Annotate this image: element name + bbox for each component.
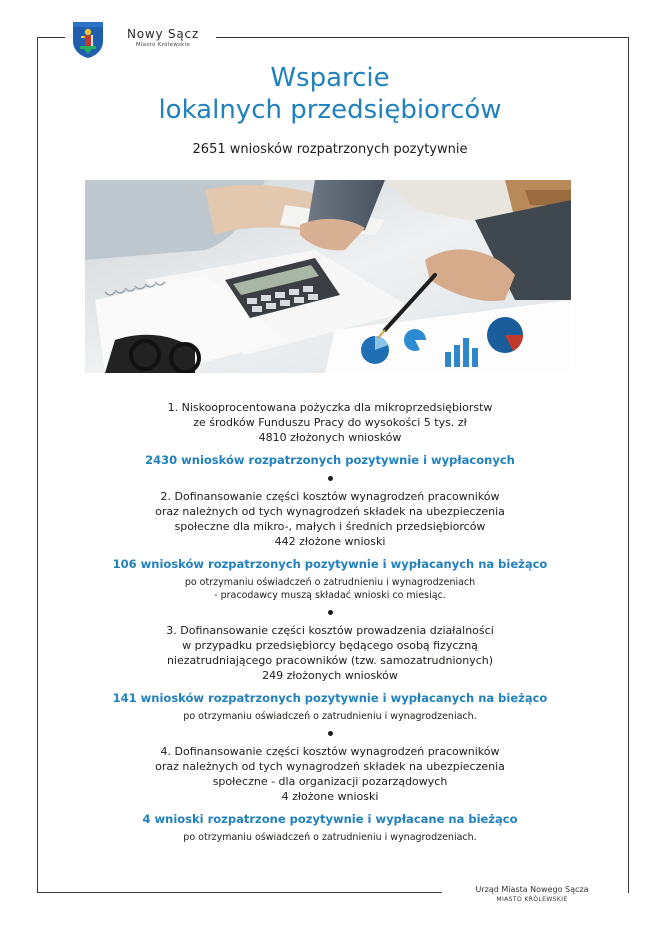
section-1-line-1: 1. Niskooprocentowana pożyczka dla mikroprzedsiębiorstw xyxy=(167,401,493,414)
section-2-highlight: 106 wniosków rozpatrzonych pozytywnie i wypłacanych na bieżąco xyxy=(112,557,548,571)
office-name: Urząd Miasta Nowego Sącza xyxy=(475,885,589,894)
section-1-highlight: 2430 wniosków rozpatrzonych pozytywnie i wypłaconych xyxy=(145,453,515,467)
section-4-line-3: społeczne - dla organizacji pozarządowych xyxy=(212,775,448,788)
section-3-line-4: 249 złożonych wniosków xyxy=(262,669,398,682)
frame-line-left xyxy=(37,37,38,893)
section-1 xyxy=(70,400,590,468)
frame-line-right xyxy=(628,37,629,893)
section-4 xyxy=(70,744,590,844)
section-4-line-1: 4. Dofinansowanie części kosztów wynagrodzeń pracowników xyxy=(160,745,500,758)
section-3-line-3: niezatrudniającego pracowników (tzw. samozatrudnionych) xyxy=(166,654,494,667)
section-3-line-1: 3. Dofinansowanie części kosztów prowadzenia działalności xyxy=(166,624,494,637)
section-2-line-4: 442 złożone wnioski xyxy=(274,535,386,548)
section-2-note-1: po otrzymaniu oświadczeń o zatrudnieniu i wynagrodzeniach xyxy=(184,577,476,588)
section-4-highlight: 4 wnioski rozpatrzone pozytywnie i wypłacane na bieżąco xyxy=(142,812,518,826)
office-subtitle: MIASTO KRÓLEWSKIE xyxy=(496,896,568,903)
business-calculator-photo xyxy=(85,180,571,373)
sections-container xyxy=(70,400,590,844)
title-line-1: Wsparcie xyxy=(270,63,390,93)
section-3 xyxy=(70,623,590,723)
section-1-line-3: 4810 złożonych wniosków xyxy=(258,431,402,444)
section-4-line-4: 4 złożone wnioski xyxy=(281,790,379,803)
bullet-separator xyxy=(328,476,333,481)
section-2-note-2: - pracodawcy muszą składać wnioski co miesiąc. xyxy=(214,590,446,601)
city-brand xyxy=(117,27,209,49)
section-4-note-1: po otrzymaniu oświadczeń o zatrudnieniu i wynagrodzeniach. xyxy=(183,832,477,843)
title-line-2: lokalnych przedsiębiorców xyxy=(158,95,502,125)
frame-line-bottom xyxy=(37,892,442,893)
section-3-note-1: po otrzymaniu oświadczeń o zatrudnieniu i wynagrodzeniach. xyxy=(183,711,477,722)
bullet-separator xyxy=(328,610,333,615)
frame-line-top-left xyxy=(37,37,65,38)
section-1-line-2: ze środków Funduszu Pracy do wysokości 5 tys. zł xyxy=(193,416,467,429)
section-2-line-1: 2. Dofinansowanie części kosztów wynagrodzeń pracowników xyxy=(160,490,500,503)
city-name: Nowy Sącz xyxy=(126,27,200,41)
page-title xyxy=(60,62,600,126)
section-3-line-2: w przypadku przedsiębiorcy będącego osobą fizyczną xyxy=(182,639,478,652)
page-subtitle: 2651 wniosków rozpatrzonych pozytywnie xyxy=(192,142,468,157)
section-2 xyxy=(70,489,590,602)
city-tagline: Miasto Królewskie xyxy=(135,42,191,48)
section-2-line-2: oraz należnych od tych wynagrodzeń składek na ubezpieczenia xyxy=(155,505,505,518)
section-2-line-3: społeczne dla mikro-, małych i średnich przedsiębiorców xyxy=(174,520,486,533)
frame-line-top-right xyxy=(216,37,629,38)
section-3-highlight: 141 wniosków rozpatrzonych pozytywnie i wypłacanych na bieżąco xyxy=(112,691,548,705)
city-crest-icon xyxy=(72,21,104,59)
bullet-separator xyxy=(328,731,333,736)
section-4-line-2: oraz należnych od tych wynagrodzeń składek na ubezpieczenia xyxy=(155,760,505,773)
footer-office xyxy=(452,884,612,904)
